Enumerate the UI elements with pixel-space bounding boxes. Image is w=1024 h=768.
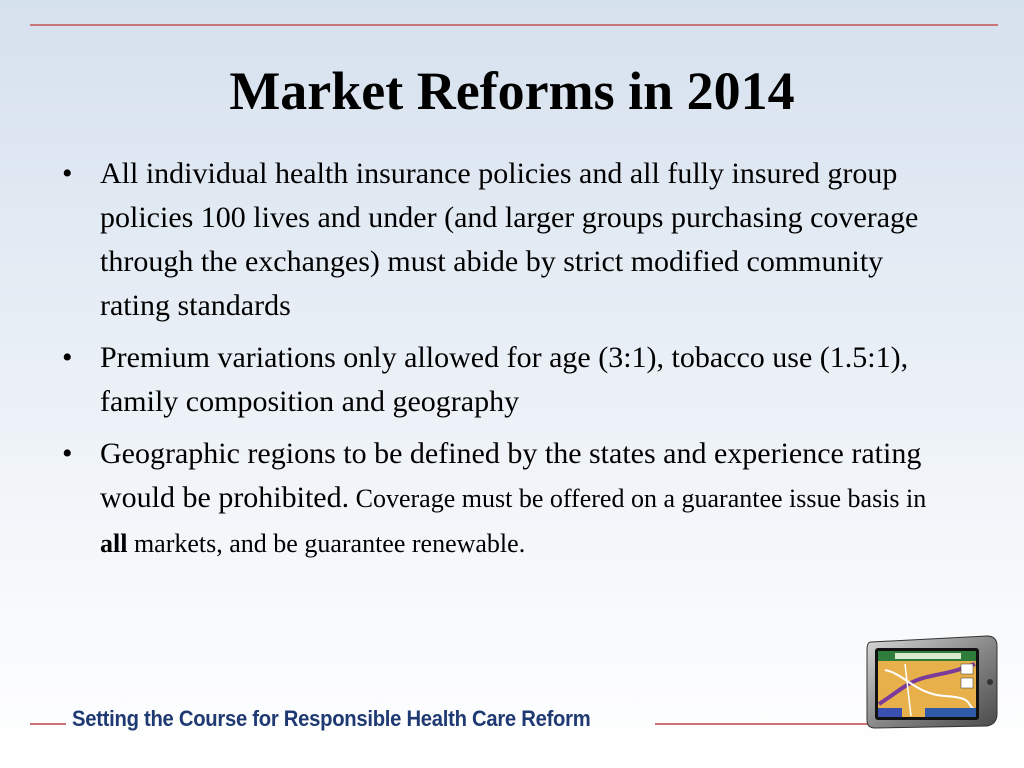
bullet-dot-icon: •	[62, 157, 73, 190]
footer-divider-left	[30, 723, 66, 725]
slide-title: Market Reforms in 2014	[229, 61, 795, 121]
footer-divider-right	[655, 723, 870, 725]
bullet-text: Premium variations only allowed for age (3:1), tobacco use (1.5:1), family composition and geography	[100, 341, 909, 418]
bullet-text-small: markets, and be guarantee renewable.	[127, 529, 526, 558]
bullet-list	[58, 152, 958, 574]
bullet-text: All individual health insurance policies and all fully insured group policies 100 lives and under (and larger groups purchasing coverage through the exchanges) must abide by strict modified community rating standards	[100, 157, 919, 322]
bullet-item	[58, 152, 958, 328]
bullet-item	[58, 336, 958, 424]
bullet-text: Geographic regions to be defined by the states and experience rating would be prohibited.	[100, 437, 922, 514]
bullet-text-small: Coverage must be offered on a guarantee issue basis in	[349, 484, 927, 513]
footer-tagline: Setting the Course for Responsible Health Care Reform	[72, 706, 591, 731]
gps-navigation-device-icon	[865, 634, 999, 730]
bullet-dot-icon: •	[62, 341, 73, 374]
bullet-dot-icon: •	[62, 437, 73, 470]
top-divider	[30, 24, 998, 26]
bullet-text-bold: all	[100, 529, 128, 558]
bullet-item	[58, 432, 958, 566]
